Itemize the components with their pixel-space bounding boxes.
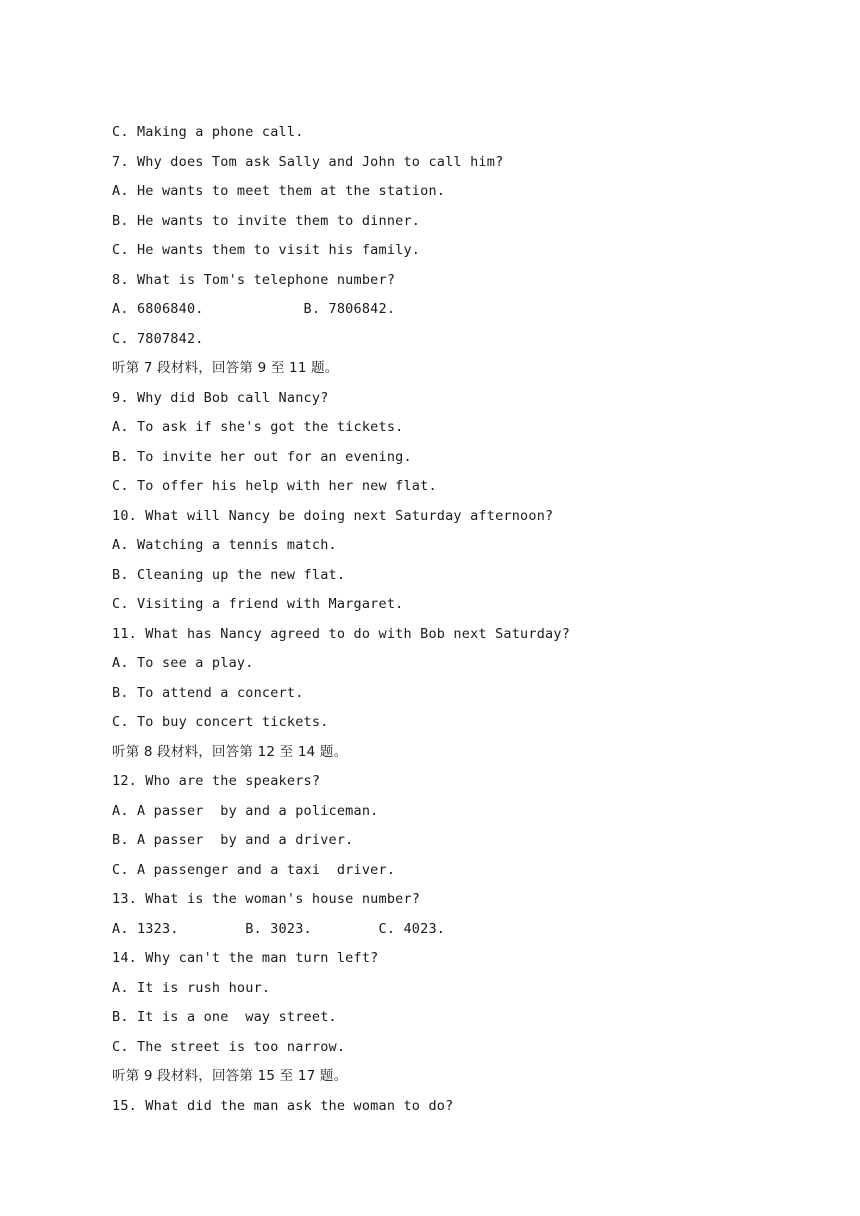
text-line: C. To offer his help with her new flat.: [112, 478, 437, 494]
text-line: A. A passer by and a policeman.: [112, 802, 379, 819]
question-line: 7. Why does Tom ask Sally and John to call him?: [112, 153, 504, 170]
text-line: C. Making a phone call.: [112, 124, 304, 140]
question-line: 14. Why can't the man turn left?: [112, 950, 379, 966]
question-line: 9. Why did Bob call Nancy?: [112, 389, 329, 406]
section-heading: 听第 8 段材料，回答第 12 至 14 题。: [112, 743, 348, 760]
text-line: B. A passer by and a driver.: [112, 832, 354, 848]
text-line: C. 7807842.: [112, 330, 204, 347]
question-line: 8. What is Tom's telephone number?: [112, 271, 396, 288]
text-line: A. 6806840. B. 7806842.: [112, 301, 396, 317]
text-line: A. To see a play.: [112, 655, 254, 671]
text-line: C. He wants them to visit his family.: [112, 242, 421, 258]
text-line: B. To invite her out for an evening.: [112, 448, 412, 465]
text-line: C. The street is too narrow.: [112, 1038, 346, 1055]
question-line: 10. What will Nancy be doing next Saturday afternoon?: [112, 507, 554, 524]
question-line: 12. Who are the speakers?: [112, 773, 321, 789]
question-line: 13. What is the woman's house number?: [112, 891, 421, 907]
text-line: A. It is rush hour.: [112, 979, 271, 996]
question-line: 15. What did the man ask the woman to do?: [112, 1097, 454, 1114]
text-line: C. Visiting a friend with Margaret.: [112, 596, 404, 612]
text-line: C. To buy concert tickets.: [112, 714, 329, 730]
text-line: A. Watching a tennis match.: [112, 537, 337, 553]
text-line: C. A passenger and a taxi driver.: [112, 861, 396, 878]
question-line: 11. What has Nancy agreed to do with Bob next Saturday?: [112, 625, 571, 642]
text-line: B. It is a one way street.: [112, 1009, 337, 1025]
text-line: B. Cleaning up the new flat.: [112, 566, 346, 583]
text-line: B. To attend a concert.: [112, 684, 304, 701]
section-heading: 听第 7 段材料，回答第 9 至 11 题。: [112, 360, 339, 376]
text-line: A. 1323. B. 3023. C. 4023.: [112, 920, 446, 937]
text-line: A. To ask if she's got the tickets.: [112, 419, 404, 435]
text-line: A. He wants to meet them at the station.: [112, 183, 446, 199]
text-body: [112, 118, 812, 1121]
section-heading: 听第 9 段材料，回答第 15 至 17 题。: [112, 1068, 348, 1084]
text-line: B. He wants to invite them to dinner.: [112, 212, 421, 229]
